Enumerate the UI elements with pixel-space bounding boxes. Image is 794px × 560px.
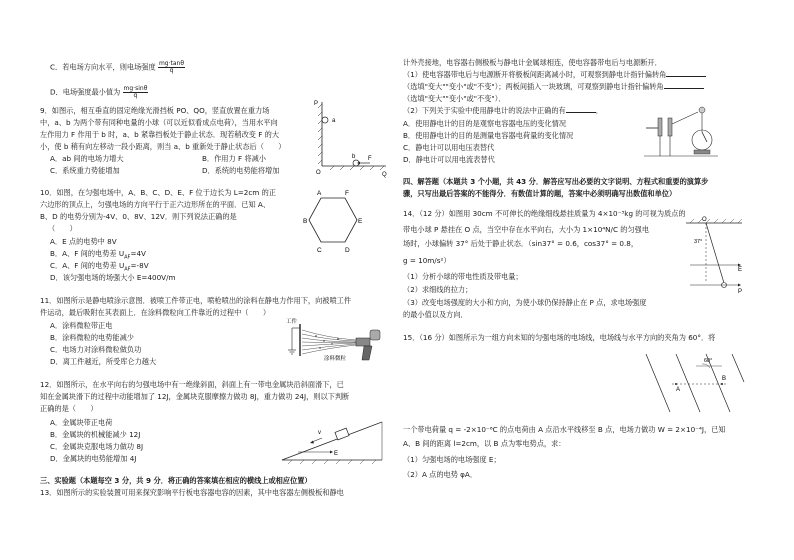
q10-option-c: C．A、F 间的电势差 $U_{AF}=-8V$ [50,261,149,273]
hex-e: E [358,218,363,225]
q10-option-b: B．A、F 间的电势差 $U_{AF}=4V$ [50,249,146,261]
q12-line-3: 正确的是（ ） [40,404,98,413]
label-angle: 60° [704,358,713,364]
hex-d: D [345,247,350,254]
left-plate [658,118,662,136]
q14-line-4: g = 10m/s²） [403,256,451,265]
q15-line-3: A、B 间的距离 l=2cm，以 B 点为零电势点，求： [403,439,566,448]
field-lines-figure [632,350,748,418]
q12-option-d: D．金属块的电势能增加 4J [50,454,137,463]
q12-line-2: 知在金属块滑下的过程中动能增加了 12J，金属块克服摩擦力做功 8J，重力做功 24J，则以下判断 [40,392,350,401]
q15-line-4: （1）匀强电场的电场强度 E； [403,455,501,464]
label-o: O [316,170,321,176]
incline-figure [278,416,386,464]
q10-line-1: 10．如图，在匀强电场中，A、B、C、D、E、F 位于边长为 L=2cm 的正 [40,188,276,197]
q11-line-1: 11．如图所示是静电喷涂示意图．被喷工件带正电，喷枪喷出的涂料在静电力作用下，向被喷工件 [40,296,352,305]
q14-line-5: （1）分析小球的带电性质及带电量； [403,272,523,281]
q13-cont-line-5: （2）下列关于实验中使用静电计的说法中正确的有 ． [403,106,603,115]
q9-line-4: 小，使 b 稍有向左移动一段小距离，则当 a、b 重新处于静止状态后（ ） [40,142,286,151]
label-e: E [334,451,339,457]
q9-option-c: C．系统重力势能增加 [50,166,120,175]
label-e: E [738,267,743,273]
q14-line-6: （2）求细线的拉力； [403,285,473,294]
q8-option-d: D．电场强度最小值为 $\frac{mg\cdot\sin\theta}{q}$ [50,85,148,99]
q10-option-d: D．该匀强电场的场强大小 E=400V/m [50,273,176,282]
metal-block [335,428,349,440]
q13-option-b: B．使用静电计的目的是测量电容器电荷量的变化情况 [403,131,574,140]
pendulum-figure [676,213,746,297]
q9-option-a: A．ab 间的电场力增大 [50,154,124,163]
q14-line-8: 的最小值以及方向． [403,310,468,319]
q11-line-2: 件运动，最后吸附在其表面上．在涂料微粒向工件靠近的过程中（ ） [40,308,271,317]
q14-line-3: 场时，小球偏转 37° 后处于静止状态．（sin37° = 0.6，cos37° = 0.8， [403,239,639,248]
label-q: Q [382,172,387,178]
hex-b: B [303,218,308,225]
q9-wall-figure [310,96,390,178]
hex-f: F [345,190,349,197]
label-a: a [332,118,336,124]
label-o: O [702,217,707,223]
right-plate [668,118,672,136]
q10-line-2: 六边形的顶点上，匀强电场的方向平行于正六边形所在的平面．已知 A、 [40,200,271,209]
q11-option-b: B．涂料微粒的电势能减少 [50,333,134,342]
label-a: A [676,387,681,393]
q9-line-3: 左作用力 F 作用于 b 时，a、b 紧靠挡板处于静止状态．现若稍改变 F 的大 [40,130,280,139]
label-angle: 37° [694,239,703,245]
q9-line-1: 9．如图示，相互垂直的固定绝缘光滑挡板 PO、QO，竖直放置在重力场 [40,106,270,115]
hex-a: A [317,190,322,197]
section-3-heading: 三、实验题（本题每空 3 分，共 9 分．将正确的答案填在相应的横线上或相应位置） [40,476,312,485]
q13-cont-line-1: 计外壳接地，电容器右侧极板与静电计金属球相连，使电容器带电后与电源断开． [403,58,662,67]
q10-line-4: （ ） [48,224,77,233]
ball-a [322,117,328,123]
electroscope [692,130,712,150]
q13-line-1: 13．如图所示的实验装置可用来探究影响平行板电容器电容的因素，其中电容器左侧极板和静电 [40,488,344,497]
label-b: B [722,376,727,382]
q10-line-3: B、D 的电势分别为-4V、0、8V、12V．则下列说法正确的是 [40,212,237,221]
spray-figure [272,316,390,368]
label-v: v [318,430,321,436]
hex-c: C [317,247,322,254]
label-particles: 涂料微粒 [324,356,347,362]
q14-line-7: （3）改变电场强度的大小和方向，为使小球仍保持静止在 P 点，求电场强度 [403,298,647,307]
hexagon-figure [303,186,363,260]
q15-line-1: 15．（16 分）如图所示为一组方向未知的匀强电场的电场线，电场线与水平方向的夹角为 60°．将 [403,333,716,342]
q12-line-1: 12．如图所示，在水平向右的匀强电场中有一绝缘斜面，斜面上有一带电金属块沿斜面滑下，已 [40,380,344,389]
q9-option-d: D．系统的电势能将增加 [202,166,280,175]
q13-cont-line-3: （选填"变大""变小"或"不变"）；两板间插入一块玻璃，可观察到静电计指针偏转角 [403,82,704,91]
q12-option-c: C．金属块克服电场力做功 8J [50,442,144,451]
label-f: F [368,156,372,162]
q9-line-2: 中，a、b 为两个带有同种电量的小球（可以近似看成点电荷），当用水平向 [40,118,278,127]
label-b: b [352,154,356,160]
q14-line-2: 带电小球 P 悬挂在 O 点，当空中存在水平向右，大小为 1×10⁴N/C 的匀强电 [403,225,650,234]
q9-option-b: B．作用力 F 将减小 [202,154,266,163]
q13-option-d: D．静电计可以用电流表替代 [403,155,495,164]
q10-option-a: A．E 点的电势中 8V [50,237,117,246]
label-p: P [314,101,319,107]
q15-line-2: 一个带电荷量 q = -2×10⁻⁶C 的点电荷由 A 点沿水平线移至 B 点，电场力做功 W = 2×10⁻⁴J，已知 [403,425,726,434]
capacitor-apparatus-figure [640,98,722,160]
q15-line-5: （2）A 点的电势 φA． [403,470,478,479]
q11-option-a: A．涂料微粒带正电 [50,321,113,330]
q11-option-d: D．离工件越近，所受库仑力越大 [50,357,157,366]
section-4-heading-1: 四、解答题（本题共 3 个小题，共 43 分．解答应写出必要的文字说明、方程式和重要的演算步 [403,177,709,186]
q11-option-c: C．电场力对涂料微粒做负功 [50,345,142,354]
q13-option-c: C．静电计可以用电压表替代 [403,143,495,152]
q12-option-b: B．金属块的机械能减少 12J [50,430,141,439]
q12-option-a: A．金属块带正电荷 [50,418,113,427]
label-p: P [738,289,743,295]
q13-cont-line-4: （选填"变大""变小"或"不变"）． [403,94,506,103]
section-4-heading-2: 骤，只写出最后答案的不能得分．有数值计算的题，答案中必须明确写出数值和单位） [403,189,677,198]
q13-cont-line-2: （1）使电容器带电后与电源断开将极板间距离减小时，可观察到静电计指针偏转角 [403,70,706,79]
q8-option-c: C．若电场方向水平，则电场强度 $\frac{mg\cdot\tan\theta}{q}$ [50,60,185,74]
q13-option-a: A．使用静电计的目的是观察电容器电压的变化情况 [403,119,567,128]
label-workpiece: 工件 [286,319,298,325]
q14-line-1: 14．（12 分）如图用 30cm 不可伸长的绝缘细线悬挂质量为 4×10⁻³kg 的可视为质点的 [403,209,686,218]
